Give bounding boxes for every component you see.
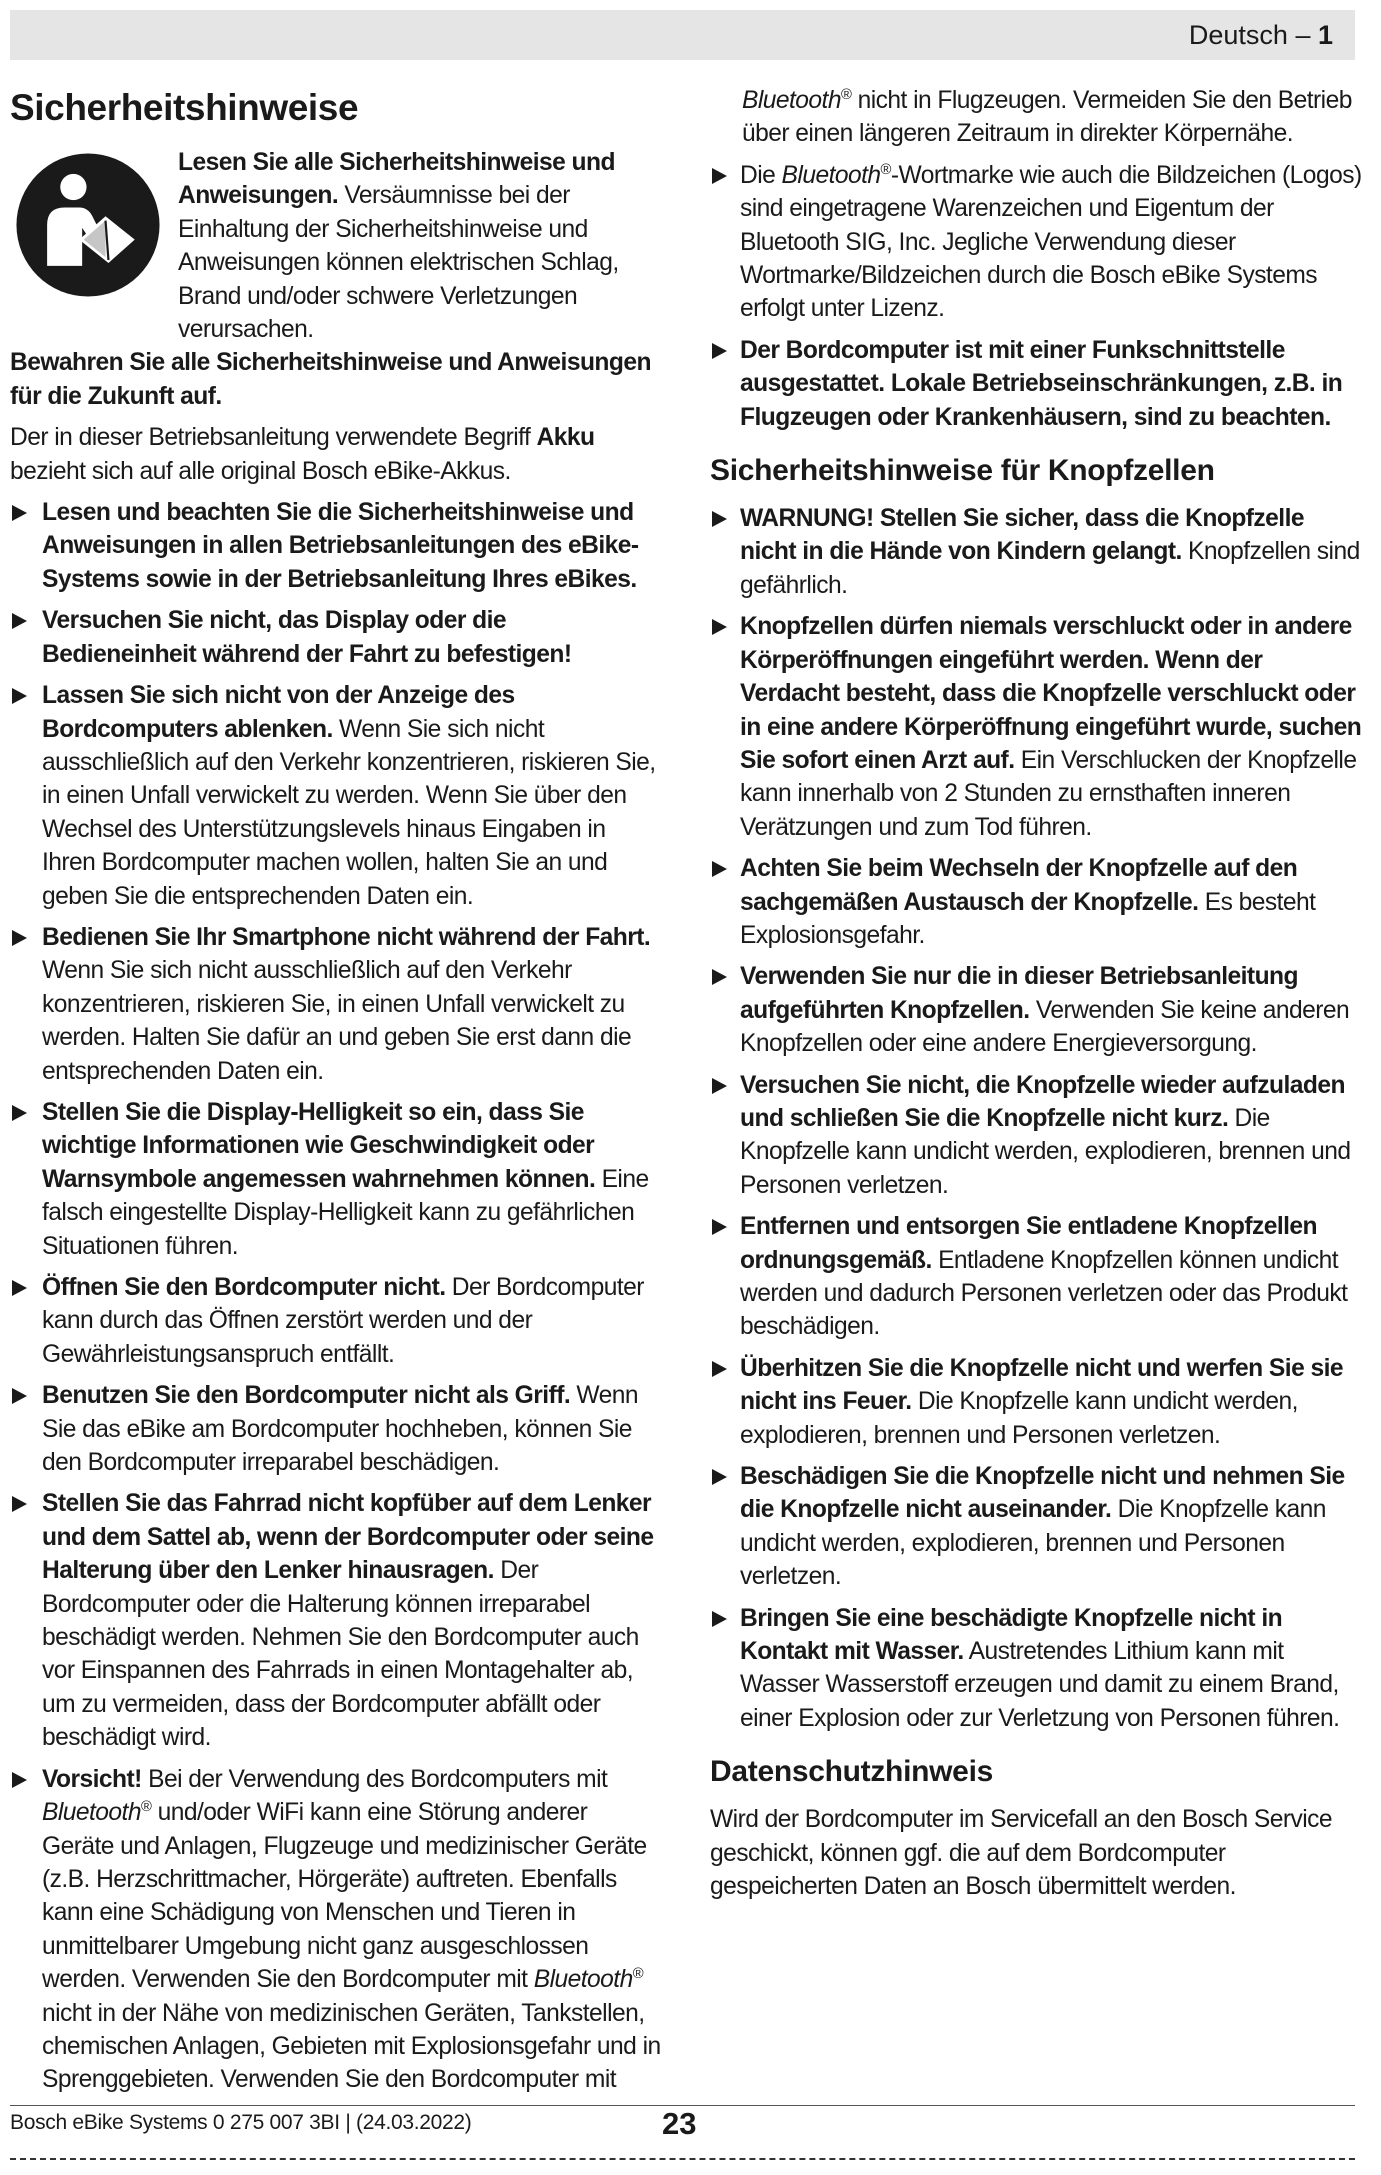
list-item [710,960,1362,1060]
bullet-bold: Versuchen Sie nicht, das Display oder die Bedieneinheit während der Fahrt zu befestigen! [42,607,572,668]
datenschutz-heading: Datenschutzhinweis [710,1755,993,1789]
crop-marks [10,2158,1355,2160]
bullet-bold: Verwenden Sie nur die in dieser Betriebsanleitung aufgeführten Knopfzellen. [740,963,1298,1024]
privacy-paragraph: Wird der Bordcomputer im Servicefall an den Bosch Service geschickt, können ggf. die auf dem Bordcomputer gespeicherten Daten an Bosch übermittelt werden. [710,1806,1333,1901]
registered-mark: ® [140,1798,152,1815]
section-title: Sicherheitshinweise [10,87,359,128]
bullet-bold: Entfernen und entsorgen Sie entladene Knopfzellen ordnungsgemäß. [740,1213,1318,1274]
registered-mark: ® [632,1965,644,1982]
continued-text: nicht in Flugzeugen. Vermeiden Sie den Betrieb über einen längeren Zeitraum in direkter Körpernähe. [742,87,1352,148]
bullet-bold: Vorsicht! [42,1765,142,1793]
list-item [10,604,665,671]
list-item [710,1069,1362,1203]
bluetooth-term: Bluetooth [742,87,841,114]
bullet-bold: Überhitzen Sie die Knopfzelle nicht und werfen Sie sie nicht ins Feuer. [740,1354,1344,1416]
list-item [10,1271,665,1371]
list-item [710,852,1362,952]
bullet-text: Wenn Sie das eBike am Bordcomputer hochheben, können Sie den Bordcomputer irreparabel beschädigen. [42,1382,639,1477]
bullet-bold: Der Bordcomputer ist mit einer Funkschnittstelle ausgestattet. Lokale Betriebseinschränkungen, z.B. in Flugzeugen oder Krankenhäusern, sind zu beachten. [740,336,1343,431]
triangle-bullet-icon [12,505,27,521]
list-item [710,1210,1362,1344]
bullet-text: Der Bordcomputer kann durch das Öffnen zerstört werden und der Gewährleistungsanspruch entfällt. [42,1274,644,1368]
list-item [710,502,1362,602]
akku-pre: Der in dieser Betriebsanleitung verwendete Begriff [10,424,537,452]
akku-paragraph [10,421,665,488]
header-label [1189,20,1333,50]
registered-mark: ® [840,86,852,103]
list-item [710,1602,1362,1736]
triangle-bullet-icon [712,969,727,985]
bullet-bold: Benutzen Sie den Bordcomputer nicht als Griff. [42,1382,571,1410]
list-item [10,679,665,913]
bullet-bold: Bedienen Sie Ihr Smartphone nicht während der Fahrt. [42,923,651,951]
triangle-bullet-icon [12,688,27,704]
knopfzellen-heading: Sicherheitshinweise für Knopfzellen [710,454,1215,488]
bullet-bold: Bringen Sie eine beschädigte Knopfzelle nicht in Kontakt mit Wasser. [740,1604,1283,1666]
bullet-text: Die Knopfzelle kann undicht werden, explodieren, brennen und Personen verletzen. [740,1104,1351,1199]
list-item [10,921,665,1088]
triangle-bullet-icon [12,1105,27,1121]
bullet-text: Eine falsch eingestellte Display-Helligkeit kann zu gefährlichen Situationen führen. [42,1165,649,1260]
keep-bold: Bewahren Sie alle Sicherheitshinweise und Anweisungen für die Zukunft auf. [10,349,651,410]
list-item [710,334,1362,434]
triangle-bullet-icon [12,1280,27,1296]
triangle-bullet-icon [12,1772,27,1788]
list-item [10,1487,665,1754]
registered-mark: ® [880,161,891,178]
bullet-text: Wenn Sie sich nicht ausschließlich auf den Verkehr konzentrieren, riskieren Sie, in einen Unfall verwickelt zu werden. Halten Sie dafür an und geben Sie erst dann die entsprechenden Daten ein. [42,957,632,1085]
right-column [710,84,1362,1904]
bullet-text: Die Knopfzelle kann undicht werden, explodieren, brennen und Personen verletzen. [740,1496,1326,1591]
bullet-text: Der Bordcomputer oder die Halterung können irreparabel beschädigt werden. Nehmen Sie den Bordcomputer auch vor Einspannen des Fahrrads in einen Montagehalter ab, um zu vermeiden, dass der Bordcomputer abfällt oder beschädigt wird. [42,1557,639,1752]
bullet-text: -Wortmarke wie auch die Bildzeichen (Logos) sind eingetragene Warenzeichen und Eigentum der Bluetooth SIG, Inc. Jegliche Verwendung dieser Wortmarke/Bildzeichen durch die Bosch eBike Systems erfolgt unter Lizenz. [740,161,1362,323]
bullet-bold: Beschädigen Sie die Knopfzelle nicht und nehmen Sie die Knopfzelle nicht auseinander. [740,1463,1345,1524]
bullet-text: Wenn Sie sich nicht ausschließlich auf den Verkehr konzentrieren, riskieren Sie, in einen Unfall verwickelt zu werden. Wenn Sie über den Wechsel des Unterstützungslevels hinaus Eingaben in Ihren Bordcomputer machen wollen, halten Sie an und geben Sie die entsprechenden Daten ein. [42,715,656,910]
footer-doc-id: Bosch eBike Systems 0 275 007 3BI | (24.03.2022) [10,2111,472,2134]
bullet-text: nicht in der Nähe von medizinischen Geräten, Tankstellen, chemischen Anlagen, Gebieten mit Explosionsgefahr und in Sprenggebieten. Verwenden Sie den Bordcomputer mit [42,1999,661,2094]
bullet-text: Austretendes Lithium kann mit Wasser Wasserstoff erzeugen und damit zu einem Brand, einer Explosion oder zur Verletzung von Personen führen. [740,1638,1340,1732]
page-header [10,10,1355,60]
bluetooth-term: Bluetooth [781,161,881,189]
triangle-bullet-icon [712,1219,727,1235]
triangle-bullet-icon [712,1611,727,1627]
bullet-text: Entladene Knopfzellen können undicht werden und dadurch Personen verletzen oder das Produkt beschädigen. [740,1246,1348,1341]
akku-bold: Akku [536,424,595,452]
left-column [10,82,665,2105]
bullet-bold: Achten Sie beim Wechseln der Knopfzelle auf den sachgemäßen Austausch der Knopfzelle. [740,855,1298,916]
footer-page-number: 23 [662,2106,697,2141]
intro-text: Versäumnisse bei der Einhaltung der Sicherheitshinweise und Anweisungen können elektrischen Schlag, Brand und/oder schwere Verletzungen verursachen. [178,182,619,344]
bullet-text: Verwenden Sie keine anderen Knopfzellen oder eine andere Energieversorgung. [740,996,1350,1058]
triangle-bullet-icon [712,861,727,877]
intro-block [10,146,665,346]
bullet-bold: Stellen Sie die Display-Helligkeit so ein, dass Sie wichtige Informationen wie Geschwindigkeit oder Warnsymbole angemessen wahrnehmen können. [42,1098,596,1193]
triangle-bullet-icon [712,1078,727,1094]
bullet-text: Ein Verschlucken der Knopfzelle kann innerhalb von 2 Stunden zu ernsthaften inneren Verätzungen und zum Tod führen. [740,746,1357,841]
triangle-bullet-icon [712,168,727,184]
header-page-number: 1 [1317,20,1333,50]
bullet-bold: Versuchen Sie nicht, die Knopfzelle wieder aufzuladen und schließen Sie die Knopfzelle nicht kurz. [740,1071,1345,1132]
list-item [10,1096,665,1263]
bluetooth-term: Bluetooth [42,1799,141,1827]
keep-instructions [10,346,665,413]
bullet-text: Bei der Verwendung des Bordcomputers mit [141,1765,608,1793]
bullet-bold: Stellen Sie das Fahrrad nicht kopfüber auf dem Lenker und dem Sattel ab, wenn der Bordcomputer oder seine Halterung über den Lenker hinausragen. [42,1490,654,1585]
intro-bold: Lesen Sie alle Sicherheitshinweise und Anweisungen. [178,149,615,210]
bluetooth-term: Bluetooth [533,1966,633,1994]
triangle-bullet-icon [712,1361,727,1377]
read-manual-icon [15,152,161,298]
bullet-text: und/oder WiFi kann eine Störung anderer Geräte und Anlagen, Flugzeuge und medizinischer Geräte (z.B. Herzschrittmacher, Hörgeräte) auftreten. Ebenfalls kann eine Schädigung von Menschen und Tieren in unmittelbarer Umgebung nicht ganz ausgeschlossen werden. Verwenden Sie den Bordcomputer mit [42,1799,647,1994]
continued-paragraph [710,84,1362,151]
bullet-bold: Lassen Sie sich nicht von der Anzeige des Bordcomputers ablenken. [42,682,515,743]
bullet-text: Es besteht Explosionsgefahr. [740,888,1316,949]
list-item [10,496,665,596]
bullet-bold: Lesen und beachten Sie die Sicherheitshinweise und Anweisungen in allen Betriebsanleitungen des eBike-Systems sowie in der Betriebsanleitung Ihres eBikes. [42,499,639,593]
bullet-text: Die Knopfzelle kann undicht werden, explodieren, brennen und Personen verletzen. [740,1388,1298,1449]
list-item [710,1352,1362,1452]
list-item [10,1763,665,2097]
bullet-text: Die [740,161,782,189]
bullet-bold: Knopfzellen dürfen niemals verschluckt oder in andere Körperöffnungen eingeführt werden. Wenn der Verdacht besteht, dass die Knopfzelle verschluckt oder in eine andere Körperöffnung eingeführt wurde, suchen Sie sofort einen Arzt auf. [740,613,1362,774]
intro-paragraph [178,146,665,346]
list-item [10,1379,665,1479]
triangle-bullet-icon [712,619,727,635]
header-separator: – [1287,20,1318,50]
akku-post: bezieht sich auf alle original Bosch eBike-Akkus. [10,457,511,485]
triangle-bullet-icon [12,930,27,946]
triangle-bullet-icon [12,1388,27,1404]
triangle-bullet-icon [712,1469,727,1485]
header-language: Deutsch [1188,20,1288,50]
list-item [710,610,1362,844]
triangle-bullet-icon [12,1496,27,1512]
triangle-bullet-icon [712,511,727,527]
triangle-bullet-icon [712,343,727,359]
bullet-bold: Öffnen Sie den Bordcomputer nicht. [42,1274,446,1301]
list-item [710,1460,1362,1594]
triangle-bullet-icon [12,613,27,629]
list-item [710,159,1362,326]
bullet-text: Knopfzellen sind gefährlich. [740,538,1360,599]
bullet-bold: WARNUNG! Stellen Sie sicher, dass die Knopfzelle nicht in die Hände von Kindern gelangt. [740,505,1304,566]
